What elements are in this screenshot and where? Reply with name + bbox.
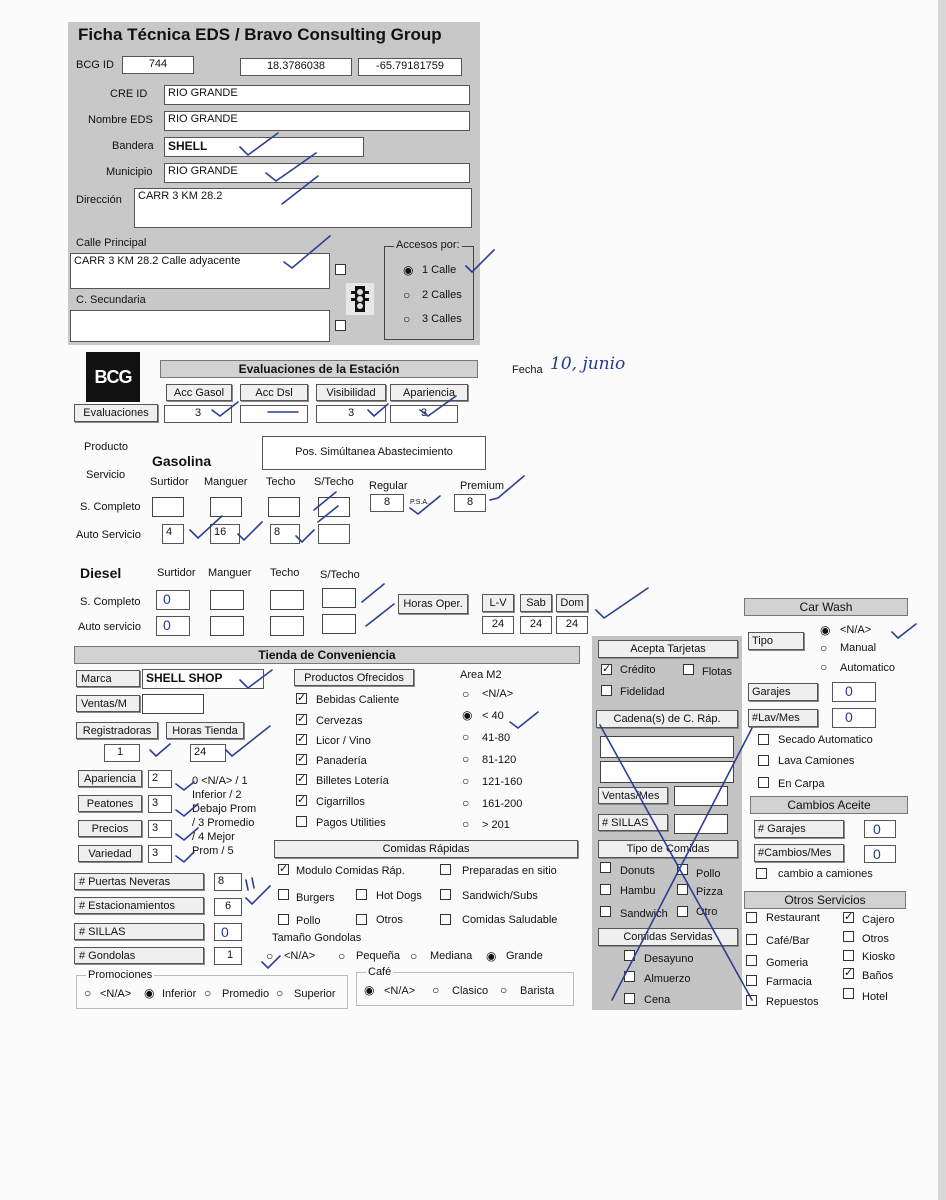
prod-check-6[interactable]: ✓ bbox=[297, 794, 307, 806]
evaluaciones-title: Evaluaciones de la Estación bbox=[160, 360, 478, 378]
legend-line-2: Inferior / 2 bbox=[192, 789, 242, 801]
secado-label: Secado Automatico bbox=[778, 734, 873, 746]
sillas-label: # SILLAS bbox=[74, 923, 204, 940]
tam-radio-2[interactable]: ○ bbox=[338, 949, 346, 963]
otros-serv-checkbox[interactable] bbox=[843, 931, 854, 942]
acc-dsl-header: Acc Dsl bbox=[240, 384, 308, 401]
legend-line-3: Debajo Prom bbox=[192, 803, 257, 815]
area-label-2: < 40 bbox=[482, 710, 504, 722]
preparadas-checkbox[interactable] bbox=[440, 864, 451, 875]
preparadas-label: Preparadas en sitio bbox=[462, 865, 557, 877]
gondolas-label: # Gondolas bbox=[74, 947, 204, 964]
regular-value[interactable]: 8 bbox=[370, 494, 404, 512]
pollo-tipo-checkbox[interactable] bbox=[677, 864, 688, 875]
carwash-opt-2: Manual bbox=[840, 642, 877, 654]
lava-camiones-label: Lava Camiones bbox=[778, 755, 855, 767]
hambu-label: Hambu bbox=[620, 885, 656, 897]
acc-gasol-header: Acc Gasol bbox=[166, 384, 232, 401]
dom-header: Dom bbox=[556, 594, 588, 612]
sab-header: Sab bbox=[520, 594, 552, 612]
cadena-field-2[interactable] bbox=[600, 761, 734, 783]
dsl-auto-techo[interactable] bbox=[270, 616, 304, 636]
acceso-2-label: 2 Calles bbox=[422, 289, 462, 301]
premium-value[interactable]: 8 bbox=[454, 494, 486, 512]
calle-secundaria-label: C. Secundaria bbox=[76, 294, 146, 306]
credito-checkbox[interactable]: ✓ bbox=[602, 663, 612, 675]
area-radio-1[interactable]: ○ bbox=[462, 687, 470, 701]
cafe-radio-2[interactable]: ○ bbox=[432, 983, 440, 997]
hotdogs-label: Hot Dogs bbox=[376, 890, 422, 902]
prod-label-3: Licor / Vino bbox=[316, 735, 371, 747]
legend-line-6: Prom / 5 bbox=[192, 845, 234, 857]
saludable-checkbox[interactable] bbox=[440, 914, 451, 925]
gondolas-value[interactable]: 1 bbox=[214, 947, 242, 965]
marca-label: Marca bbox=[76, 670, 140, 687]
traffic-light-icon bbox=[346, 283, 374, 315]
dsl-sc-techo[interactable] bbox=[270, 590, 304, 610]
gas-sc-surtidor[interactable] bbox=[152, 497, 184, 517]
almuerzo-label: Almuerzo bbox=[644, 973, 691, 985]
acceso-3-label: 3 Calles bbox=[422, 313, 462, 325]
puertas-neveras-value[interactable]: 8 bbox=[214, 873, 242, 891]
sandwich-checkbox[interactable] bbox=[440, 889, 451, 900]
peatones-label: Peatones bbox=[78, 795, 142, 812]
prod-check-7[interactable] bbox=[296, 816, 307, 827]
camiones-checkbox[interactable] bbox=[756, 868, 767, 879]
registradoras-label: Registradoras bbox=[76, 722, 158, 739]
area-label-7: > 201 bbox=[482, 819, 510, 831]
producto-label: Producto bbox=[84, 441, 129, 453]
burgers-checkbox[interactable] bbox=[278, 889, 289, 900]
dsl-col-manguer: Manguer bbox=[208, 567, 252, 579]
gas-s-completo-label: S. Completo bbox=[80, 501, 141, 513]
sandwich-label: Sandwich/Subs bbox=[462, 890, 538, 902]
cafebar-label: Café/Bar bbox=[766, 935, 810, 947]
promo-radio-3[interactable]: ○ bbox=[204, 986, 212, 1000]
bcg-id-label: BCG ID bbox=[76, 59, 114, 71]
dsl-auto-surtidor[interactable]: 0 bbox=[156, 616, 190, 636]
lv-hours[interactable]: 24 bbox=[482, 616, 514, 634]
secado-checkbox[interactable] bbox=[758, 734, 769, 745]
gomeria-checkbox[interactable] bbox=[746, 955, 757, 966]
aceite-garajes-value[interactable]: 0 bbox=[864, 820, 896, 838]
area-label-4: 81-120 bbox=[482, 754, 517, 766]
acceso-3-radio[interactable]: ○ bbox=[403, 312, 411, 326]
municipio-label: Municipio bbox=[106, 166, 153, 178]
cre-id-label: CRE ID bbox=[110, 88, 148, 100]
gas-col-surtidor: Surtidor bbox=[150, 476, 189, 488]
productos-title: Productos Ofrecidos bbox=[294, 669, 414, 686]
comidas-servidas-title: Comidas Servidas bbox=[598, 928, 738, 946]
legend-line-5: / 4 Mejor bbox=[192, 831, 235, 843]
aceite-cambios-label: #Cambios/Mes bbox=[754, 844, 844, 862]
gas-auto-surtidor[interactable]: 4 bbox=[162, 524, 184, 544]
direccion-field[interactable]: CARR 3 KM 28.2 bbox=[134, 188, 472, 228]
horas-tienda-label: Horas Tienda bbox=[166, 722, 244, 739]
cadena-title: Cadena(s) de C. Ráp. bbox=[596, 710, 738, 728]
page-title: Ficha Técnica EDS / Bravo Consulting Group bbox=[78, 25, 442, 44]
accesos-label: Accesos por: bbox=[396, 239, 460, 251]
pollo-checkbox[interactable] bbox=[278, 914, 289, 925]
ventas-m-label: Ventas/M bbox=[76, 695, 140, 712]
pollo-tipo-label: Pollo bbox=[696, 868, 721, 880]
otros-servicios-title: Otros Servicios bbox=[744, 891, 906, 909]
cafebar-checkbox[interactable] bbox=[746, 934, 757, 945]
fidelidad-checkbox[interactable] bbox=[601, 685, 612, 696]
pos-simultanea-box: Pos. Simúltanea Abastecimiento bbox=[262, 436, 486, 470]
gas-auto-manguer[interactable]: 16 bbox=[210, 524, 240, 544]
calle-principal-label: Calle Principal bbox=[76, 237, 147, 249]
gas-col-techo: Techo bbox=[266, 476, 296, 488]
gas-auto-label: Auto Servicio bbox=[76, 529, 141, 541]
restaurant-label: Restaurant bbox=[766, 912, 820, 924]
cafe-label-1: <N/A> bbox=[384, 985, 416, 997]
repuestos-label: Repuestos bbox=[766, 996, 819, 1008]
visibilidad-value[interactable]: 3 bbox=[316, 405, 386, 423]
farmacia-label: Farmacia bbox=[766, 976, 812, 988]
dsl-auto-label: Auto servicio bbox=[78, 621, 141, 633]
area-label-5: 121-160 bbox=[482, 776, 523, 788]
otros-comida-checkbox[interactable] bbox=[356, 914, 367, 925]
tamano-gondolas-label: Tamaño Gondolas bbox=[272, 932, 362, 944]
area-label-1: <N/A> bbox=[482, 688, 514, 700]
principal-checkbox[interactable] bbox=[335, 264, 346, 275]
dsl-auto-stecho[interactable] bbox=[322, 614, 356, 634]
gas-col-manguer: Manguer bbox=[204, 476, 248, 488]
carwash-radio-1[interactable]: ◉ bbox=[820, 623, 831, 637]
nombre-eds-label: Nombre EDS bbox=[88, 114, 153, 126]
psa-label: P.S.A. bbox=[410, 499, 429, 506]
carwash-title: Car Wash bbox=[744, 598, 908, 616]
tam-radio-4[interactable]: ◉ bbox=[486, 949, 497, 963]
tam-radio-1[interactable]: ○ bbox=[266, 949, 274, 963]
pizza-checkbox[interactable] bbox=[677, 884, 688, 895]
comidas-rapidas-title: Comidas Rápidas bbox=[274, 840, 578, 858]
ventas-m-field[interactable] bbox=[142, 694, 204, 714]
gas-sc-techo[interactable] bbox=[268, 497, 300, 517]
estacionamientos-value[interactable]: 6 bbox=[214, 898, 242, 916]
area-m2-title: Area M2 bbox=[460, 669, 502, 681]
tam-radio-3[interactable]: ○ bbox=[410, 949, 418, 963]
gas-sc-stecho[interactable] bbox=[318, 497, 350, 517]
horas-tienda-value[interactable]: 24 bbox=[190, 744, 226, 762]
prod-label-5: Billetes Lotería bbox=[316, 775, 389, 787]
evaluaciones-button[interactable]: Evaluaciones bbox=[74, 404, 158, 422]
area-radio-6[interactable]: ○ bbox=[462, 796, 470, 810]
farmacia-checkbox[interactable] bbox=[746, 975, 757, 986]
apariencia-label: Apariencia bbox=[78, 770, 142, 787]
variedad-label: Variedad bbox=[78, 845, 142, 862]
carwash-garajes-value[interactable]: 0 bbox=[832, 682, 876, 702]
acc-dsl-value[interactable] bbox=[240, 405, 308, 423]
modulo-checkbox[interactable]: ✓ bbox=[279, 863, 289, 875]
cajero-checkbox[interactable]: ✓ bbox=[844, 911, 854, 923]
bcg-id-field[interactable]: 744 bbox=[122, 56, 194, 74]
cafe-label: Café bbox=[368, 966, 392, 978]
aceite-garajes-label: # Garajes bbox=[754, 820, 844, 838]
promo-radio-4[interactable]: ○ bbox=[276, 986, 284, 1000]
burgers-label: Burgers bbox=[296, 892, 335, 904]
dsl-auto-manguer[interactable] bbox=[210, 616, 244, 636]
flotas-label: Flotas bbox=[702, 666, 732, 678]
secundaria-checkbox[interactable] bbox=[335, 320, 346, 331]
horas-oper-button[interactable]: Horas Oper. bbox=[398, 594, 468, 614]
credito-label: Crédito bbox=[620, 664, 656, 676]
tipo-comidas-title: Tipo de Comidas bbox=[598, 840, 738, 858]
tam-label-2: Pequeña bbox=[356, 950, 401, 962]
dsl-sc-surtidor[interactable]: 0 bbox=[156, 590, 190, 610]
saludable-label: Comidas Saludable bbox=[462, 914, 558, 926]
tam-label-1: <N/A> bbox=[284, 950, 316, 962]
cena-label: Cena bbox=[644, 994, 671, 1006]
promo-label-3: Promedio bbox=[222, 988, 270, 1000]
prod-check-4[interactable]: ✓ bbox=[297, 753, 307, 765]
desayuno-checkbox[interactable] bbox=[624, 950, 635, 961]
flotas-checkbox[interactable] bbox=[683, 664, 694, 675]
cafe-label-2: Clasico bbox=[452, 985, 489, 997]
apariencia-value-t[interactable]: 2 bbox=[148, 770, 172, 788]
dsl-sc-manguer[interactable] bbox=[210, 590, 244, 610]
peatones-value[interactable]: 3 bbox=[148, 795, 172, 813]
restaurant-checkbox[interactable] bbox=[746, 912, 757, 923]
otros-serv-label: Otros bbox=[862, 933, 889, 945]
promo-label-4: Superior bbox=[294, 988, 336, 1000]
registradoras-value[interactable]: 1 bbox=[104, 744, 140, 762]
prod-check-5[interactable]: ✓ bbox=[297, 773, 307, 785]
area-radio-3[interactable]: ○ bbox=[462, 730, 470, 744]
dsl-s-completo-label: S. Completo bbox=[80, 596, 141, 608]
lv-header: L-V bbox=[482, 594, 514, 612]
acepta-tarjetas-title: Acepta Tarjetas bbox=[598, 640, 738, 658]
calle-secundaria-field[interactable] bbox=[70, 310, 330, 342]
sab-hours[interactable]: 24 bbox=[520, 616, 552, 634]
fecha-value: 10, junio bbox=[550, 354, 626, 374]
calle-principal-field[interactable]: CARR 3 KM 28.2 Calle adyacente bbox=[70, 253, 330, 289]
premium-label: Premium bbox=[460, 480, 505, 492]
variedad-value[interactable]: 3 bbox=[148, 845, 172, 863]
dsl-col-surtidor: Surtidor bbox=[157, 567, 196, 579]
lava-camiones-checkbox[interactable] bbox=[758, 755, 769, 766]
repuestos-checkbox[interactable] bbox=[746, 995, 757, 1006]
hambu-checkbox[interactable] bbox=[600, 884, 611, 895]
prod-label-1: Bebidas Caliente bbox=[316, 694, 400, 706]
fidelidad-label: Fidelidad bbox=[620, 686, 665, 698]
acc-gasol-value[interactable]: 3 bbox=[164, 405, 232, 423]
promo-radio-1[interactable]: ○ bbox=[84, 986, 92, 1000]
hotel-label: Hotel bbox=[862, 991, 888, 1003]
legend-line-4: / 3 Promedio bbox=[192, 817, 255, 829]
bandera-field[interactable]: SHELL bbox=[164, 137, 364, 157]
prod-label-4: Panadería bbox=[316, 755, 367, 767]
cadena-ventas-field[interactable] bbox=[674, 786, 728, 806]
carwash-lav-value[interactable]: 0 bbox=[832, 708, 876, 728]
camiones-label: cambio a camiones bbox=[778, 868, 873, 880]
cadena-sillas-field[interactable] bbox=[674, 814, 728, 834]
donuts-label: Donuts bbox=[620, 865, 655, 877]
carwash-radio-3[interactable]: ○ bbox=[820, 660, 828, 674]
gas-col-stecho: S/Techo bbox=[314, 476, 354, 488]
acceso-1-label: 1 Calle bbox=[422, 264, 457, 276]
cena-checkbox[interactable] bbox=[624, 993, 635, 1004]
gas-auto-techo[interactable]: 8 bbox=[270, 524, 300, 544]
hotel-checkbox[interactable] bbox=[843, 988, 854, 999]
pollo-label: Pollo bbox=[296, 915, 321, 927]
en-carpa-label: En Carpa bbox=[778, 778, 825, 790]
direccion-label: Dirección bbox=[76, 194, 122, 206]
prod-label-7: Pagos Utilities bbox=[316, 817, 386, 829]
gas-sc-manguer[interactable] bbox=[210, 497, 242, 517]
promo-label-1: <N/A> bbox=[100, 988, 132, 1000]
apariencia-header: Apariencia bbox=[390, 384, 468, 401]
tam-label-3: Mediana bbox=[430, 950, 473, 962]
prod-label-2: Cervezas bbox=[316, 715, 363, 727]
tienda-title: Tienda de Conveniencia bbox=[74, 646, 580, 664]
dom-hours[interactable]: 24 bbox=[556, 616, 588, 634]
promo-radio-2[interactable]: ◉ bbox=[144, 986, 155, 1000]
marca-field[interactable]: SHELL SHOP bbox=[142, 669, 264, 689]
nombre-eds-field[interactable]: RIO GRANDE bbox=[164, 111, 470, 131]
prod-check-1[interactable]: ✓ bbox=[297, 692, 307, 704]
pizza-label: Pizza bbox=[696, 886, 723, 898]
area-label-6: 161-200 bbox=[482, 798, 523, 810]
almuerzo-checkbox[interactable] bbox=[624, 971, 635, 982]
cadena-ventas-label: Ventas/Mes bbox=[598, 787, 668, 804]
regular-label: Regular bbox=[369, 480, 408, 492]
acceso-2-radio[interactable]: ○ bbox=[403, 288, 411, 302]
municipio-field[interactable]: RIO GRANDE bbox=[164, 163, 470, 183]
otros-comida-label: Otros bbox=[376, 914, 403, 926]
aceite-cambios-value[interactable]: 0 bbox=[864, 845, 896, 863]
desayuno-label: Desayuno bbox=[644, 953, 694, 965]
cadena-sillas-label: # SILLAS bbox=[598, 814, 668, 831]
carwash-radio-2[interactable]: ○ bbox=[820, 641, 828, 655]
aceite-title: Cambios Aceite bbox=[750, 796, 908, 814]
hotdogs-checkbox[interactable] bbox=[356, 889, 367, 900]
dsl-col-techo: Techo bbox=[270, 567, 300, 579]
carwash-opt-1: <N/A> bbox=[840, 624, 872, 636]
cadena-field-1[interactable] bbox=[600, 736, 734, 758]
bandera-label: Bandera bbox=[112, 140, 154, 152]
banos-checkbox[interactable]: ✓ bbox=[844, 967, 854, 979]
dsl-col-stecho: S/Techo bbox=[320, 569, 360, 581]
kiosko-label: Kiosko bbox=[862, 951, 896, 963]
carwash-tipo-label: Tipo bbox=[748, 632, 804, 650]
apariencia-value[interactable]: 3 bbox=[390, 405, 458, 423]
tam-label-4: Grande bbox=[506, 950, 543, 962]
estacionamientos-label: # Estacionamientos bbox=[74, 897, 204, 914]
carwash-lav-label: #Lav/Mes bbox=[748, 709, 818, 727]
banos-label: Baños bbox=[862, 970, 894, 982]
cafe-radio-1[interactable]: ◉ bbox=[364, 983, 375, 997]
carwash-opt-3: Automatico bbox=[840, 662, 896, 674]
area-radio-5[interactable]: ○ bbox=[462, 774, 470, 788]
promociones-label: Promociones bbox=[88, 969, 153, 981]
kiosko-checkbox[interactable] bbox=[843, 950, 854, 961]
servicio-label: Servicio bbox=[86, 469, 126, 481]
carwash-garajes-label: Garajes bbox=[748, 683, 818, 701]
cafe-radio-3[interactable]: ○ bbox=[500, 983, 508, 997]
area-radio-2[interactable]: ◉ bbox=[462, 708, 473, 722]
diesel-title: Diesel bbox=[80, 565, 122, 581]
area-radio-7[interactable]: ○ bbox=[462, 817, 470, 831]
sandwich-tipo-label: Sandwich bbox=[620, 908, 668, 920]
prod-check-2[interactable]: ✓ bbox=[297, 713, 307, 725]
puertas-neveras-label: # Puertas Neveras bbox=[74, 873, 204, 890]
acceso-1-radio[interactable]: ◉ bbox=[403, 263, 414, 277]
gas-auto-stecho[interactable] bbox=[318, 524, 350, 544]
cafe-label-3: Barista bbox=[520, 985, 555, 997]
modulo-label: Modulo Comidas Ráp. bbox=[296, 865, 405, 877]
donuts-checkbox[interactable] bbox=[600, 862, 611, 873]
precios-value[interactable]: 3 bbox=[148, 820, 172, 838]
visibilidad-header: Visibilidad bbox=[316, 384, 386, 401]
dsl-sc-stecho[interactable] bbox=[322, 588, 356, 608]
area-radio-4[interactable]: ○ bbox=[462, 752, 470, 766]
cre-id-field[interactable]: RIO GRANDE bbox=[164, 85, 470, 105]
gasolina-title: Gasolina bbox=[152, 453, 212, 469]
sandwich-tipo-checkbox[interactable] bbox=[600, 906, 611, 917]
fecha-label: Fecha bbox=[512, 364, 543, 376]
otro-tipo-checkbox[interactable] bbox=[677, 906, 688, 917]
cajero-label: Cajero bbox=[862, 914, 895, 926]
otro-tipo-label: Otro bbox=[696, 906, 718, 918]
prod-check-3[interactable]: ✓ bbox=[297, 733, 307, 745]
precios-label: Precios bbox=[78, 820, 142, 837]
en-carpa-checkbox[interactable] bbox=[758, 777, 769, 788]
area-label-3: 41-80 bbox=[482, 732, 511, 744]
gomeria-label: Gomeria bbox=[766, 957, 809, 969]
prod-label-6: Cigarrillos bbox=[316, 796, 365, 808]
bcg-logo: BCG bbox=[86, 352, 140, 402]
latitude-field[interactable]: 18.3786038 bbox=[240, 58, 352, 76]
sillas-value[interactable]: 0 bbox=[214, 923, 242, 941]
longitude-field[interactable]: -65.79181759 bbox=[358, 58, 462, 76]
promo-label-2: Inferior bbox=[162, 988, 197, 1000]
legend-line-1: 0 <N/A> / 1 bbox=[192, 775, 248, 787]
